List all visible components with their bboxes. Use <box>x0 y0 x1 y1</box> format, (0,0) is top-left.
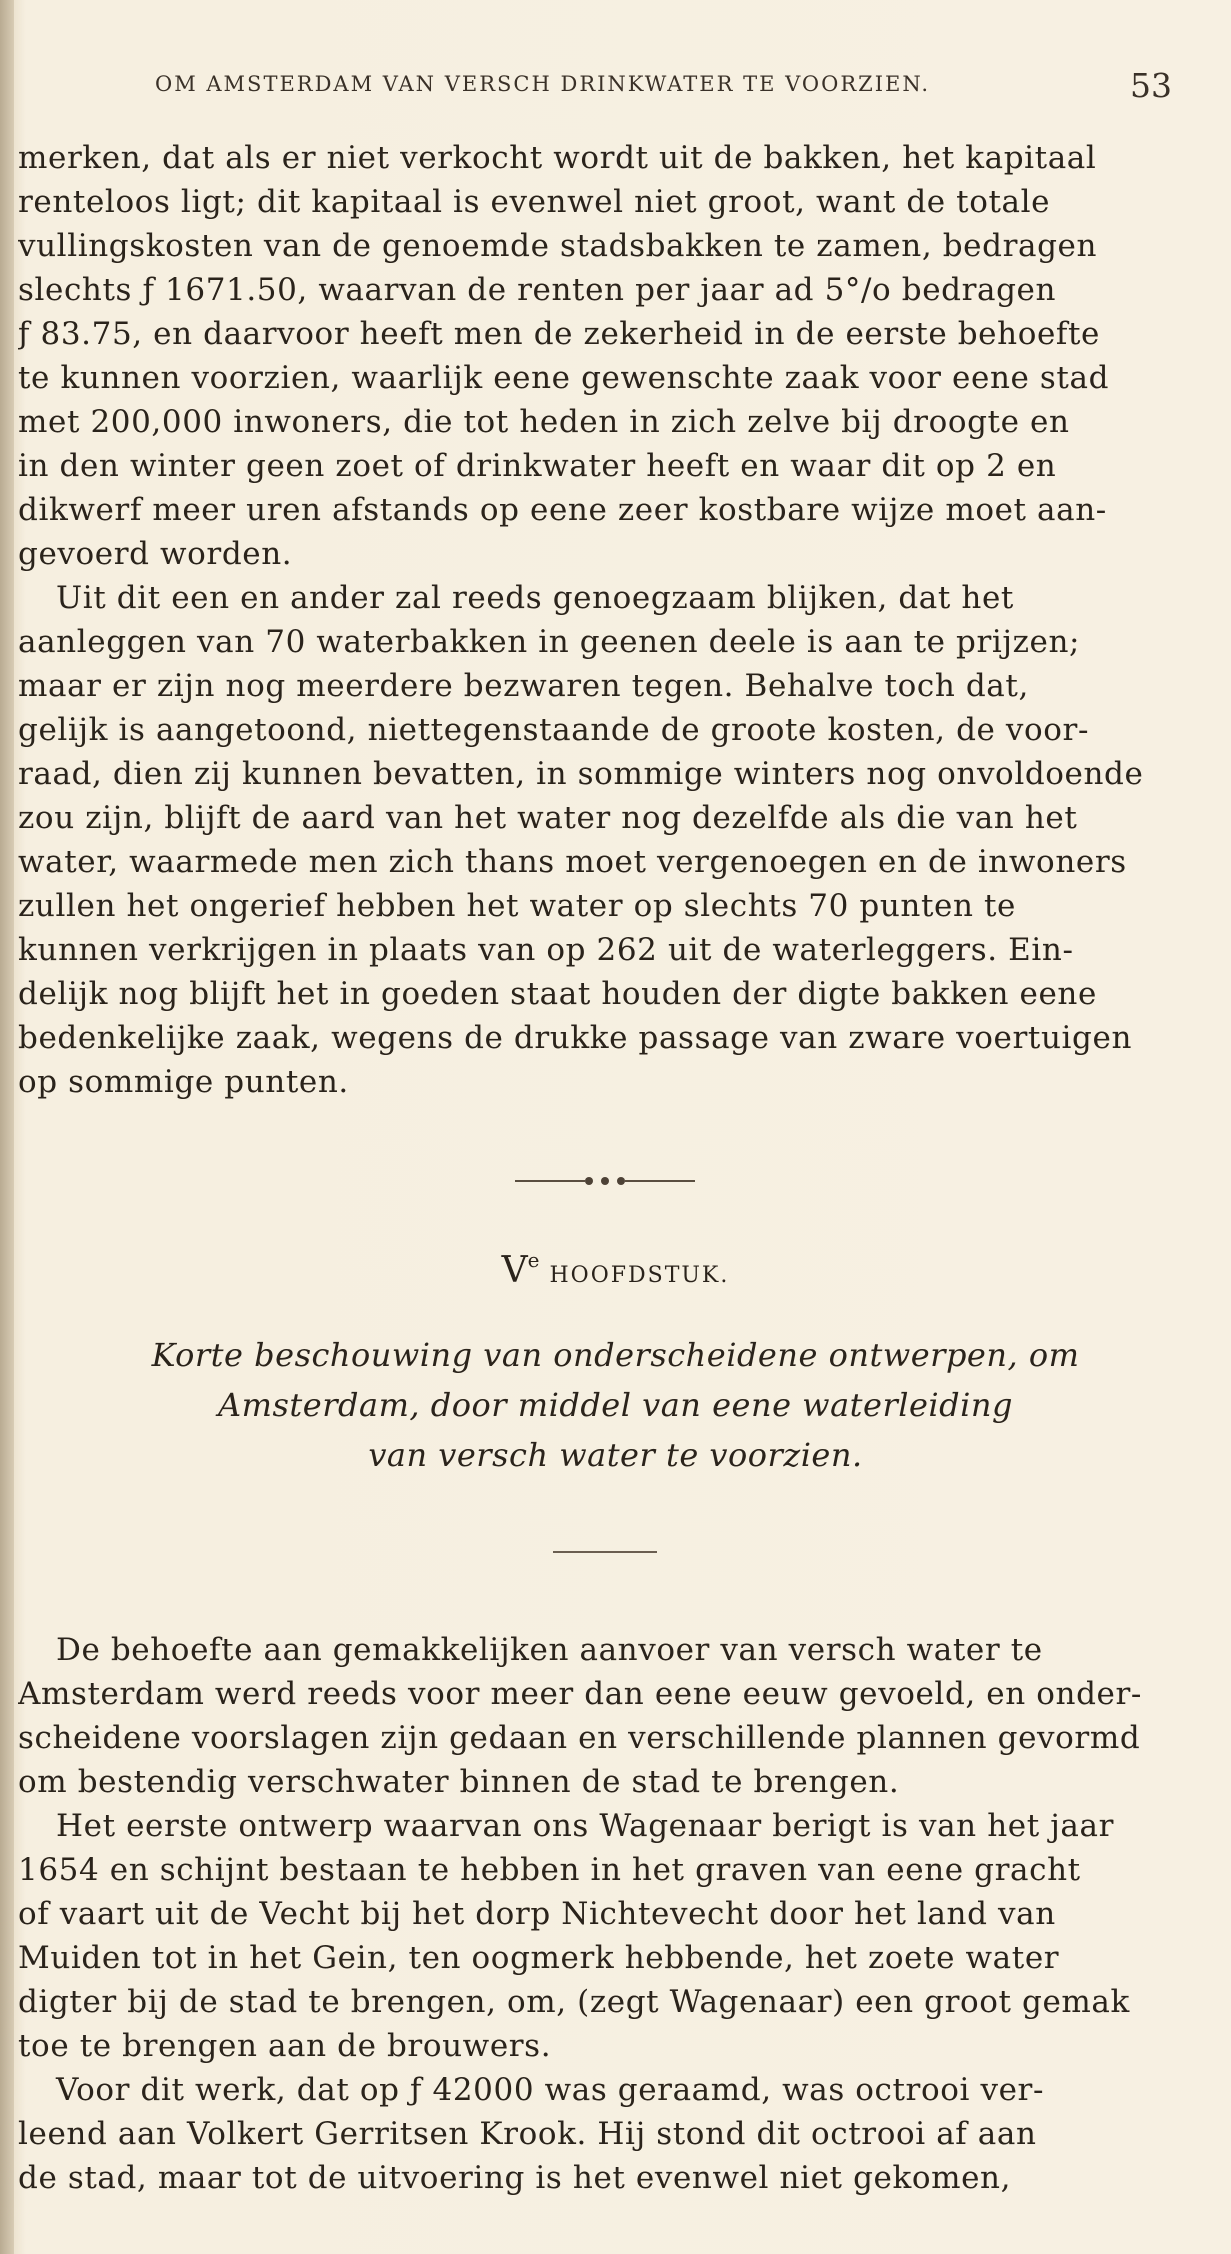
text-line: leend aan Volkert Gerritsen Krook. Hij stond dit octrooi af aan <box>18 2116 1037 2152</box>
text-line: renteloos ligt; dit kapitaal is evenwel niet groot, want de totale <box>18 184 1051 220</box>
chapter-title-line: Amsterdam, door middel van eene waterleiding <box>218 1386 1013 1424</box>
text-line: slechts ƒ 1671.50, waarvan de renten per jaar ad 5°/o bedragen <box>18 272 1057 308</box>
text-line: scheidene voorslagen zijn gedaan en verschillende plannen gevormd <box>18 1720 1141 1756</box>
text-line: Voor dit werk, dat op ƒ 42000 was geraamd, was octrooi ver- <box>56 2072 1045 2108</box>
chapter-title <box>0 1330 1231 1480</box>
paragraph-block-1 <box>18 136 1198 1104</box>
text-line: de stad, maar tot de uitvoering is het evenwel niet gekomen, <box>18 2160 1012 2196</box>
chapter-number: V <box>501 1250 528 1291</box>
running-title: OM AMSTERDAM VAN VERSCH DRINKWATER TE VOORZIEN. <box>155 72 931 96</box>
text-line: ƒ 83.75, en daarvoor heeft men de zekerheid in de eerste behoefte <box>18 316 1100 352</box>
text-line: gelijk is aangetoond, niettegenstaande de groote kosten, de voor- <box>18 712 1090 748</box>
short-rule-divider <box>553 1551 657 1553</box>
text-line: 1654 en schijnt bestaan te hebben in het graven van eene gracht <box>18 1852 1081 1888</box>
text-line: vullingskosten van de genoemde stadsbakken te zamen, bedragen <box>18 228 1098 264</box>
text-line: digter bij de stad te brengen, om, (zegt Wagenaar) een groot gemak <box>18 1984 1130 2020</box>
paragraph-block-2 <box>18 1628 1198 2200</box>
chapter-label: HOOFDSTUK. <box>549 1263 730 1288</box>
text-line: in den winter geen zoet of drinkwater heeft en waar dit op 2 en <box>18 448 1057 484</box>
text-line: om bestendig verschwater binnen de stad te brengen. <box>18 1764 900 1800</box>
text-line: zullen het ongerief hebben het water op slechts 70 punten te <box>18 888 1016 924</box>
text-line: Uit dit een en ander zal reeds genoegzaam blijken, dat het <box>56 580 1014 616</box>
text-line: dikwerf meer uren afstands op eene zeer kostbare wijze moet aan- <box>18 492 1107 528</box>
text-line: raad, dien zij kunnen bevatten, in sommige winters nog onvoldoende <box>18 756 1144 792</box>
text-line: Amsterdam werd reeds voor meer dan eene eeuw gevoeld, en onder- <box>18 1676 1142 1712</box>
text-line: op sommige punten. <box>18 1064 349 1100</box>
text-line: kunnen verkrijgen in plaats van op 262 uit de waterleggers. Ein- <box>18 932 1074 968</box>
chapter-number-suffix: e <box>527 1248 540 1272</box>
page-number: 53 <box>1130 66 1172 105</box>
text-line: water, waarmede men zich thans moet vergenoegen en de inwoners <box>18 844 1127 880</box>
text-line: bedenkelijke zaak, wegens de drukke passage van zware voertuigen <box>18 1020 1133 1056</box>
text-line: De behoefte aan gemakkelijken aanvoer van versch water te <box>56 1632 1043 1668</box>
text-line: delijk nog blijft het in goeden staat houden der digte bakken eene <box>18 976 1097 1012</box>
text-line: toe te brengen aan de brouwers. <box>18 2028 552 2064</box>
binding-edge <box>0 0 14 2254</box>
text-line: zou zijn, blijft de aard van het water nog dezelfde als die van het <box>18 800 1078 836</box>
text-line: Het eerste ontwerp waarvan ons Wagenaar berigt is van het jaar <box>56 1808 1115 1844</box>
text-line: met 200,000 inwoners, die tot heden in zich zelve bij droogte en <box>18 404 1070 440</box>
chapter-heading <box>0 1250 1231 1291</box>
running-head <box>0 68 1231 108</box>
ornament-divider <box>515 1176 695 1186</box>
text-line: aanleggen van 70 waterbakken in geenen deele is aan te prijzen; <box>18 624 1081 660</box>
text-line: maar er zijn nog meerdere bezwaren tegen. Behalve toch dat, <box>18 668 1029 704</box>
chapter-title-line: Korte beschouwing van onderscheidene ontwerpen, om <box>151 1336 1080 1374</box>
text-line: Muiden tot in het Gein, ten oogmerk hebbende, het zoete water <box>18 1940 1060 1976</box>
text-line: merken, dat als er niet verkocht wordt uit de bakken, het kapitaal <box>18 140 1097 176</box>
text-line: gevoerd worden. <box>18 536 293 572</box>
text-line: te kunnen voorzien, waarlijk eene gewenschte zaak voor eene stad <box>18 360 1110 396</box>
text-line: of vaart uit de Vecht bij het dorp Nichtevecht door het land van <box>18 1896 1056 1932</box>
chapter-title-line: van versch water te voorzien. <box>368 1436 863 1474</box>
